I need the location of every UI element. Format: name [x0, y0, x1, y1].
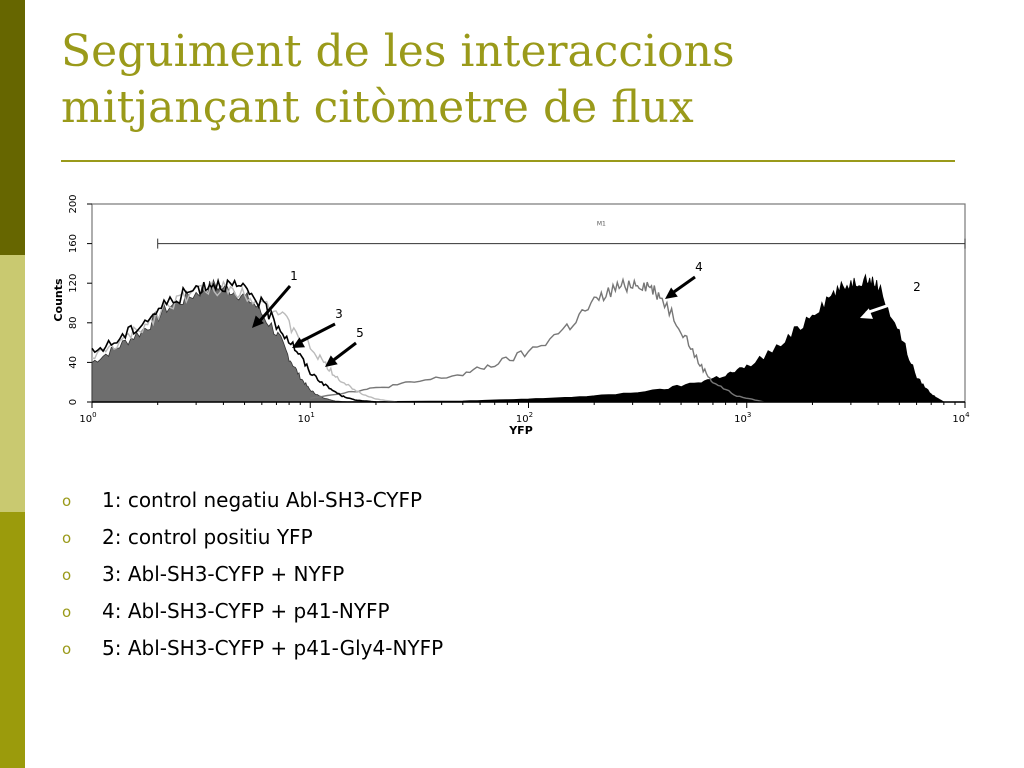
legend-item-5 — [62, 630, 443, 667]
series-2-area — [310, 275, 944, 402]
circle-bullet-icon: o — [62, 566, 72, 584]
arrow-icon — [331, 343, 356, 362]
legend-item-text: 5: Abl-SH3-CYFP + p41-Gly4-NYFP — [102, 636, 444, 660]
legend-item-text: 3: Abl-SH3-CYFP + NYFP — [102, 562, 345, 586]
title-underline — [61, 160, 955, 162]
y-tick-label: 80 — [68, 316, 79, 330]
x-tick-label: $10^1$ — [297, 411, 315, 425]
circle-bullet-icon: o — [62, 529, 72, 547]
series-2-marker-label: 2 — [913, 280, 921, 294]
side-bar-mid — [0, 512, 25, 768]
plot-area — [68, 194, 970, 425]
series-5-marker-label: 5 — [356, 326, 364, 340]
legend-list — [62, 482, 443, 667]
x-tick-label: $10^3$ — [734, 411, 752, 425]
y-tick-label: 160 — [68, 234, 79, 254]
side-bar-light — [0, 255, 25, 512]
legend-item-text: 4: Abl-SH3-CYFP + p41-NYFP — [102, 599, 390, 623]
series-4-marker-label: 4 — [695, 260, 703, 274]
circle-bullet-icon: o — [62, 603, 72, 621]
x-tick-label: $10^2$ — [515, 411, 534, 425]
side-bar-dark — [0, 0, 25, 255]
circle-bullet-icon: o — [62, 640, 72, 658]
legend-item-3 — [62, 556, 443, 593]
x-tick-label: $10^4$ — [952, 411, 970, 425]
y-axis-label: Counts — [52, 278, 65, 322]
legend-item-text: 1: control negatiu Abl-SH3-CYFP — [102, 488, 423, 512]
gate-label: M1 — [596, 220, 606, 228]
arrow-icon — [298, 324, 335, 343]
legend-item-1 — [62, 482, 443, 519]
x-axis-label: YFP — [509, 424, 533, 437]
series-1-area — [92, 280, 349, 402]
series-3-marker-label: 3 — [335, 307, 343, 321]
legend-item-4 — [62, 593, 443, 630]
slide-title: Seguiment de les interaccions mitjançant citòmetre de flux — [61, 26, 735, 133]
legend-item-text: 2: control positiu YFP — [102, 525, 313, 549]
y-tick-label: 0 — [68, 398, 79, 406]
y-tick-label: 200 — [68, 194, 79, 214]
y-tick-label: 120 — [68, 273, 79, 293]
legend-item-2 — [62, 519, 443, 556]
x-tick-label: $10^0$ — [79, 411, 97, 425]
series-1-marker-label: 1 — [290, 269, 298, 283]
y-tick-label: 40 — [68, 356, 79, 369]
circle-bullet-icon: o — [62, 492, 72, 510]
arrow-icon — [671, 277, 695, 294]
flow-cytometry-histogram — [40, 188, 990, 443]
